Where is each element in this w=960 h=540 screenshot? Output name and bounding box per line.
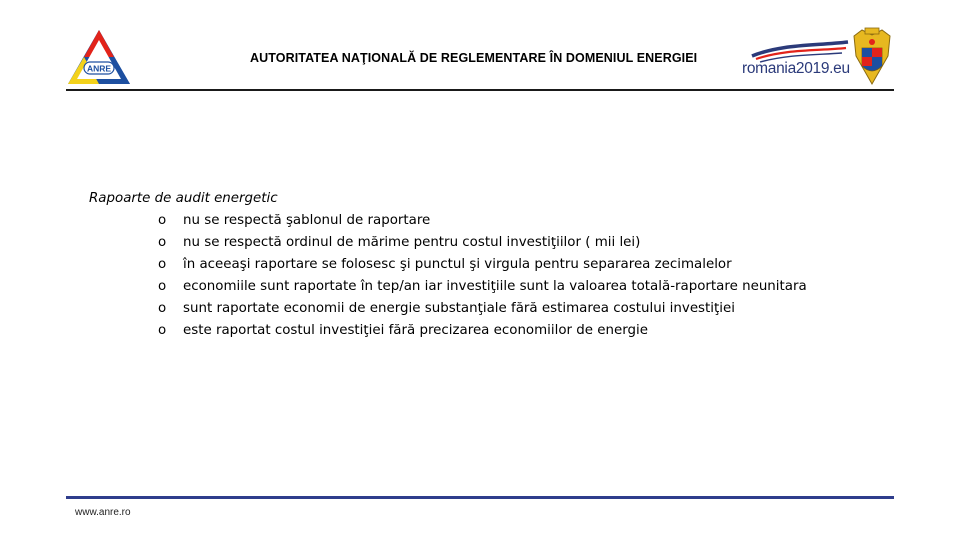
list-item-text: sunt raportate economii de energie substanţiale fără estimarea costului investiţiei	[183, 301, 735, 316]
list-item-text: economiile sunt raportate în tep/an iar investiţiile sunt la valoarea totală-raportare neunitara	[183, 279, 807, 294]
bullet-icon: o	[158, 301, 167, 316]
slide-content	[89, 188, 889, 342]
footer-url[interactable]: www.anre.ro	[75, 507, 131, 518]
anre-logo	[66, 28, 132, 86]
issue-list	[89, 210, 889, 342]
bullet-icon: o	[158, 257, 167, 272]
list-item	[89, 276, 889, 298]
logo-text: ANRE	[86, 63, 112, 74]
footer-divider	[66, 496, 894, 499]
bullet-icon: o	[158, 323, 167, 338]
bullet-icon: o	[158, 213, 167, 228]
list-item	[89, 232, 889, 254]
list-item	[89, 298, 889, 320]
list-item	[89, 320, 889, 342]
list-item-text: este raportat costul investiţiei fără precizarea economiilor de energie	[183, 323, 648, 338]
list-item-text: nu se respectă ordinul de mărime pentru costul investiţiilor ( mii lei)	[183, 235, 641, 250]
romania2019-logo	[742, 40, 850, 82]
page-header-title: AUTORITATEA NAŢIONALĂ DE REGLEMENTARE ÎN DOMENIUL ENERGIEI	[250, 51, 698, 65]
list-item	[89, 210, 889, 232]
event-logo-text: romania2019.eu	[742, 60, 850, 77]
section-intro: Rapoarte de audit energetic	[89, 191, 278, 206]
list-item	[89, 254, 889, 276]
bullet-icon: o	[158, 279, 167, 294]
list-item-text: în aceeaşi raportare se folosesc şi punctul şi virgula pentru separarea zecimalelor	[183, 257, 732, 272]
coat-of-arms-icon	[850, 26, 894, 88]
bullet-icon: o	[158, 235, 167, 250]
header-divider	[66, 89, 894, 91]
list-item-text: nu se respectă şablonul de raportare	[183, 213, 431, 228]
